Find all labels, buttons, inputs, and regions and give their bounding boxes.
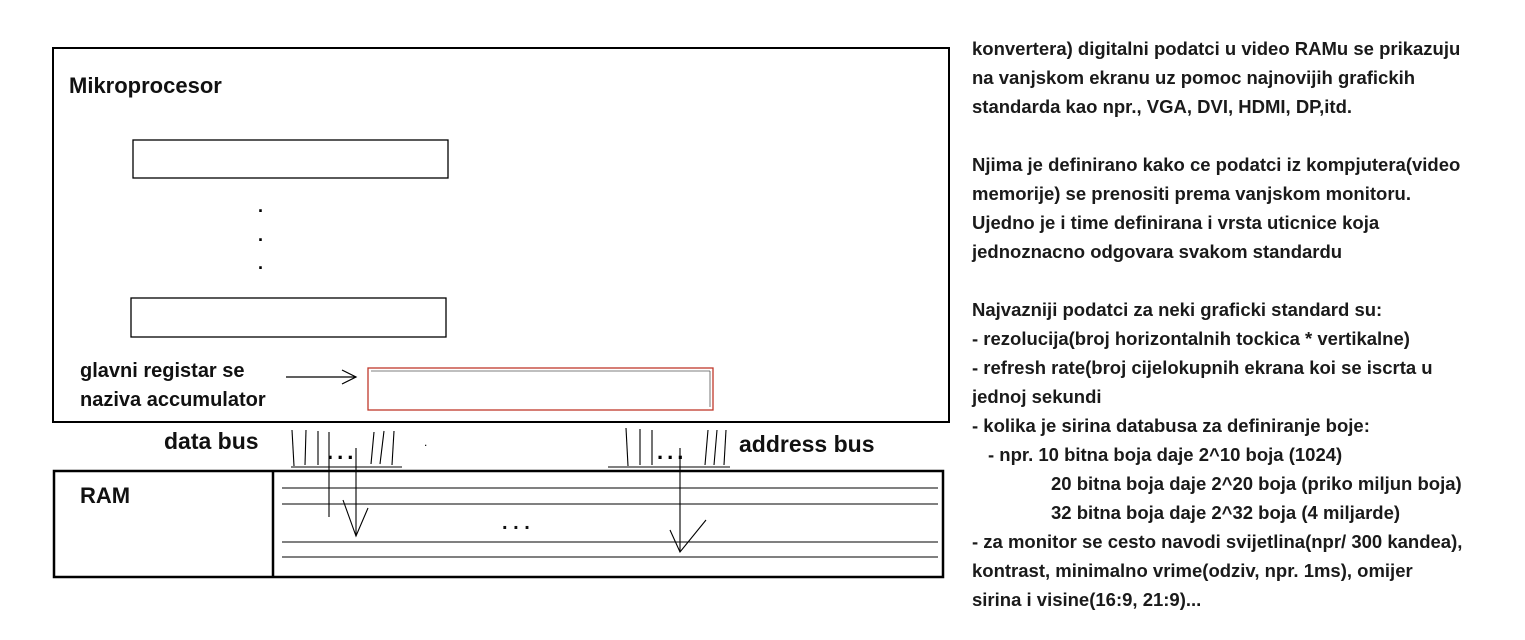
notes-heading: Najvazniji podatci za neki graficki standard su: — [972, 299, 1383, 320]
note-line: konvertera) digitalni podatci u video RAMu se prikazuju — [972, 38, 1461, 59]
address-bus-label: address bus — [739, 431, 875, 457]
ram-ellipsis: . . . — [502, 512, 530, 534]
address-bus-dots: ... — [657, 439, 688, 464]
accumulator-label-line2: naziva accumulator — [80, 389, 266, 411]
ram-memory-rows — [282, 488, 938, 557]
note-line: Ujedno je i time definirana i vrsta uticnice koja — [972, 212, 1380, 233]
note-item: - refresh rate(broj cijelokupnih ekrana koi se iscrta u — [972, 357, 1433, 378]
note-line: Njima je definirano kako ce podatci iz kompjutera(video — [972, 154, 1461, 175]
notes-panel — [972, 34, 1520, 614]
data-bus-dots: ... — [327, 439, 358, 464]
note-subitem: 20 bitna boja daje 2^20 boja (priko miljun boja) — [1051, 473, 1462, 494]
register-bottom — [131, 298, 446, 337]
note-item: - za monitor se cesto navodi svijetlina(npr/ 300 kandea), — [972, 531, 1463, 552]
note-item: sirina i visine(16:9, 21:9)... — [972, 589, 1202, 610]
note-item: kontrast, minimalno vrime(odziv, npr. 1ms), omijer — [972, 560, 1413, 581]
data-bus-label: data bus — [164, 428, 259, 454]
note-line: jednoznacno odgovara svakom standardu — [972, 241, 1343, 262]
accumulator-label-line1: glavni registar se — [80, 360, 245, 382]
note-line: memorije) se prenositi prema vanjskom monitoru. — [972, 183, 1411, 204]
stray-dot: . — [424, 435, 428, 449]
register-ellipsis-2: . — [258, 225, 264, 245]
note-subitem: 32 bitna boja daje 2^32 boja (4 miljarde) — [1051, 502, 1401, 523]
accumulator-arrow — [286, 370, 356, 384]
note-line: standarda kao npr., VGA, DVI, HDMI, DP,itd. — [972, 96, 1353, 117]
note-item: - kolika je sirina databusa za definiranje boje: — [972, 415, 1370, 436]
note-item: jednoj sekundi — [972, 386, 1102, 407]
microprocessor-label: Mikroprocesor — [69, 73, 222, 98]
note-subitem: - npr. 10 bitna boja daje 2^10 boja (1024) — [988, 444, 1343, 465]
register-ellipsis-3: . — [258, 253, 264, 273]
note-line: na vanjskom ekranu uz pomoc najnovijih grafickih — [972, 67, 1416, 88]
note-item: - rezolucija(broj horizontalnih tockica * vertikalne) — [972, 328, 1410, 349]
register-top — [133, 140, 448, 178]
ram-label: RAM — [80, 483, 131, 508]
accumulator-register — [368, 368, 713, 410]
register-ellipsis-1: . — [258, 196, 264, 216]
ram-box — [54, 471, 943, 577]
